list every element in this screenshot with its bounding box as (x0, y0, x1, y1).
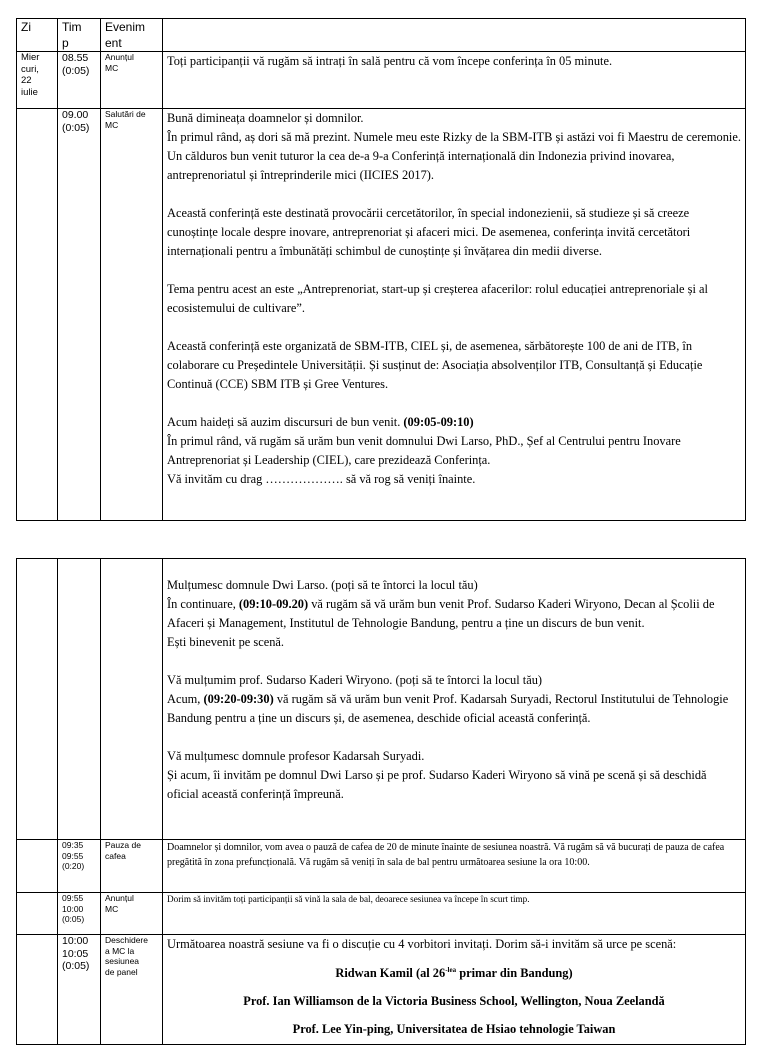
table-row (17, 935, 746, 1045)
time-value: 09.00 (0:05) (62, 109, 90, 134)
day-cell (17, 559, 58, 840)
event-cell (101, 840, 163, 893)
day-cell (17, 109, 58, 521)
event-value: Pauza de cafea (105, 840, 141, 861)
time-cell (58, 109, 101, 521)
paragraph-text: Acum haideți să auzim discursuri de bun venit. (167, 415, 401, 429)
paragraph-text: vă rugăm să vă urăm bun venit Prof. Sudarso Kaderi Wiryono, Decan al Școlii de Afaceri și Management, Institutul de Tehnologie Bandung, pentru a ține un discurs de bun venit. (167, 597, 715, 630)
speaker-name (167, 959, 741, 984)
paragraph: Doamnelor și domnilor, vom avea o pauză de cafea de 20 de minute înainte de sesiunea noastră. Vă rugăm să vă bucurați de pauza de cafea pregătită în zona prefuncțională. Vă rugăm să veniți în sala de bal pentru următoarea sesiune la ora 10:00. (167, 842, 725, 868)
event-cell (101, 893, 163, 935)
content-cell (163, 935, 746, 1045)
header-event-label: Evenim ent (105, 20, 146, 50)
event-cell (101, 935, 163, 1045)
content-cell (163, 893, 746, 935)
ordinal-suffix: -lea (445, 966, 457, 974)
paragraph: Vă mulțumim prof. Sudarso Kaderi Wiryono. (poți să te întorci la locul tău) (167, 673, 543, 687)
table-row (17, 52, 746, 109)
time-cell (58, 559, 101, 840)
paragraph: Următoarea noastră sesiune va fi o discuție cu 4 vorbitori invitați. Dorim să-i invităm să urce pe scenă: (167, 937, 677, 951)
table-row (17, 559, 746, 840)
day-cell (17, 893, 58, 935)
content-cell (163, 52, 746, 109)
header-day (17, 19, 58, 52)
paragraph: Ești binevenit pe scenă. (167, 635, 284, 649)
time-cell (58, 840, 101, 893)
event-value: Anunțul MC (105, 893, 134, 914)
paragraph-text: Acum, (167, 692, 201, 706)
paragraph (167, 690, 741, 728)
day-cell (17, 935, 58, 1045)
event-cell (101, 109, 163, 521)
paragraph: Această conferință este organizată de SBM-ITB, CIEL și, de asemenea, sărbătorește 100 de ani de ITB, în colaborare cu Președintele Universității. Și susținut de: Asociația absolvenților ITB, Consultanță și Educație Continuă (CCE) SBM ITB și Gree Ventures. (167, 339, 703, 391)
table-header-row (17, 19, 746, 52)
paragraph: Mulțumesc domnule Dwi Larso. (poți să te întorci la locul tău) (167, 578, 478, 592)
time-range: (09:05-09:10) (403, 415, 474, 429)
event-cell (101, 52, 163, 109)
paragraph: Bună dimineața doamnelor și domnilor. (167, 111, 364, 125)
content-cell (163, 840, 746, 893)
paragraph: Tema pentru acest an este „Antreprenoriat, start-up și creșterea afacerilor: rolul educației antreprenoriale și al ecosistemului de cultivare”. (167, 282, 708, 315)
paragraph: Dorim să invităm toți participanții să vină la sala de bal, deoarece sesiunea va începe în scurt timp. (167, 894, 530, 904)
speaker-name: Prof. Ian Williamson de la Victoria Business School, Wellington, Noua Zeelandă (243, 994, 665, 1009)
time-value: 10:00 10:05 (0:05) (62, 935, 90, 972)
header-time (58, 19, 101, 52)
event-value: Salutări de MC (105, 109, 146, 130)
speaker-text: Ridwan Kamil (al 26 (335, 966, 446, 981)
content-cell (163, 559, 746, 840)
paragraph: Și acum, îi invităm pe domnul Dwi Larso și pe prof. Sudarso Kaderi Wiryono să vină pe scenă și să deschidă oficial această conferință împreună. (167, 768, 707, 801)
paragraph: Vă invităm cu drag ………………. să vă rog să veniți înainte. (167, 472, 476, 486)
paragraph: Un călduros bun venit tuturor la cea de-a 9-a Conferință internațională din Indonezia privind inovarea, antreprenoriatul și întreprinderile mici (IICIES 2017). (167, 149, 675, 182)
time-value: 09:35 09:55 (0:20) (62, 840, 85, 871)
time-cell (58, 935, 101, 1045)
time-range: (09:10-09.20) (238, 597, 309, 611)
event-value: Anunțul MC (105, 52, 134, 73)
announcement-text: Toți participanții vă rugăm să intrați în sală pentru că vom începe conferința în 05 minute. (167, 54, 613, 68)
header-event (101, 19, 163, 52)
content-cell (163, 109, 746, 521)
event-value: Deschidere a MC la sesiunea de panel (105, 935, 148, 977)
day-value: Mier curi, 22 iulie (21, 52, 40, 98)
time-cell (58, 52, 101, 109)
speaker-name: Prof. Lee Yin-ping, Universitatea de Hsiao tehnologie Taiwan (292, 1022, 616, 1037)
table-row (17, 840, 746, 893)
day-cell (17, 840, 58, 893)
program-table-part-1 (16, 18, 746, 521)
table-row (17, 893, 746, 935)
paragraph-text: vă rugăm să vă urăm bun venit Prof. Kadarsah Suryadi, Rectorul Institutului de Tehnologie Bandung pentru a ține un discurs și, de asemenea, deschide oficial această conferință. (167, 692, 729, 725)
paragraph (167, 595, 741, 633)
header-content (163, 19, 746, 52)
table-row (17, 109, 746, 521)
paragraph (167, 413, 741, 432)
paragraph: Vă mulțumesc domnule profesor Kadarsah Suryadi. (167, 749, 425, 763)
speaker-text: primar din Bandung) (456, 966, 573, 981)
paragraph: În primul rând, vă rugăm să urăm bun venit domnului Dwi Larso, PhD., Șef al Centrului pentru Inovare Antreprenoriat și Leadership (CIEL), care prezidează Conferința. (167, 434, 681, 467)
paragraph: În primul rând, aș dori să mă prezint. Numele meu este Rizky de la SBM-ITB și astăzi voi fi Maestru de ceremonie. (167, 130, 741, 144)
paragraph: Această conferință este destinată provocării cercetătorilor, în special indonezienii, să studieze și să creeze cunoștințe locale despre inovare, antreprenoriat și afaceri mici. De asemenea, conferința invită cercetători internaționali pentru a îmbunătăți schimbul de cunoștințe și învățarea din medii diverse. (167, 206, 691, 258)
event-cell (101, 559, 163, 840)
time-value: 08.55 (0:05) (62, 52, 90, 77)
paragraph-text: În continuare, (167, 597, 236, 611)
header-day-label: Zi (21, 20, 31, 34)
day-cell (17, 52, 58, 109)
time-cell (58, 893, 101, 935)
program-table-part-2 (16, 558, 746, 1045)
time-value: 09:55 10:00 (0:05) (62, 893, 85, 924)
header-time-label: Tim p (62, 20, 82, 50)
time-range: (09:20-09:30) (203, 692, 274, 706)
